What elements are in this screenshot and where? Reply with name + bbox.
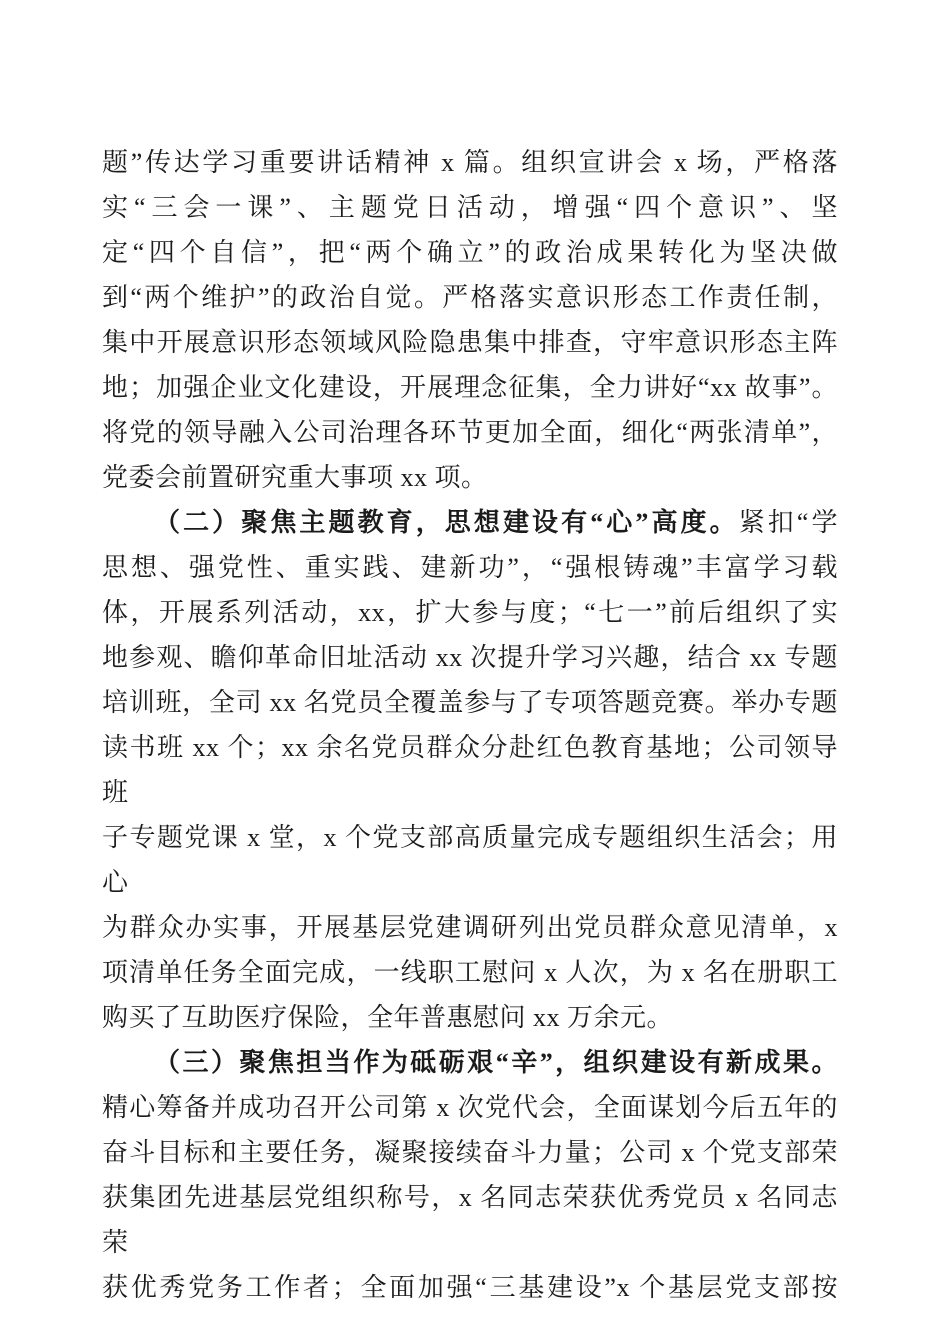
text-line <box>102 680 838 725</box>
body-text: 子专题党课 x 堂，x 个党支部高质量完成专题组织生活会；用心 <box>102 823 838 897</box>
text-line <box>102 500 838 545</box>
text-line <box>102 455 838 500</box>
text-line <box>102 725 838 815</box>
text-line <box>102 1085 838 1130</box>
body-text: 集中开展意识形态领域风险隐患集中排查，守牢意识形态主阵 <box>102 328 838 357</box>
body-text: 定“四个自信”，把“两个确立”的政治成果转化为坚决做 <box>102 238 838 267</box>
text-line <box>102 1130 838 1175</box>
section-heading-text: （二）聚焦主题教育，思想建设有“心”高度。 <box>154 508 739 537</box>
text-line <box>102 1175 838 1265</box>
body-text: 体，开展系列活动，xx，扩大参与度；“七一”前后组织了实 <box>102 598 838 627</box>
body-text: 紧扣“学 <box>738 508 838 537</box>
body-text: 奋斗目标和主要任务，凝聚接续奋斗力量；公司 x 个党支部荣 <box>102 1138 838 1167</box>
text-line <box>102 635 838 680</box>
section-heading-text: （三）聚焦担当作为砥砺艰“辛”，组织建设有新成果。 <box>154 1048 838 1077</box>
text-line <box>102 950 838 995</box>
text-line <box>102 185 838 230</box>
body-text: 地；加强企业文化建设，开展理念征集，全力讲好“xx 故事”。 <box>102 373 838 402</box>
text-line <box>102 275 838 320</box>
text-line <box>102 320 838 365</box>
text-line <box>102 995 838 1040</box>
text-line <box>102 545 838 590</box>
text-line <box>102 410 838 455</box>
body-text: 获优秀党务工作者；全面加强“三基建设”x 个基层党支部按 <box>102 1273 838 1302</box>
body-text: 地参观、瞻仰革命旧址活动 xx 次提升学习兴趣，结合 xx 专题 <box>102 643 838 672</box>
text-line <box>102 590 838 635</box>
body-text: 到“两个维护”的政治自觉。严格落实意识形态工作责任制， <box>102 283 838 312</box>
body-text: 题”传达学习重要讲话精神 x 篇。组织宣讲会 x 场，严格落 <box>102 148 838 177</box>
body-text: 获集团先进基层党组织称号，x 名同志荣获优秀党员 x 名同志荣 <box>102 1183 838 1257</box>
body-text: 实“三会一课”、主题党日活动，增强“四个意识”、坚 <box>102 193 838 222</box>
body-text: 项清单任务全面完成，一线职工慰问 x 人次，为 x 名在册职工 <box>102 958 838 987</box>
body-text: 读书班 xx 个；xx 余名党员群众分赴红色教育基地；公司领导班 <box>102 733 838 807</box>
body-text: 精心筹备并成功召开公司第 x 次党代会，全面谋划今后五年的 <box>102 1093 838 1122</box>
body-text: 为群众办实事，开展基层党建调研列出党员群众意见清单，x <box>102 913 838 942</box>
text-line <box>102 1040 838 1085</box>
text-line <box>102 905 838 950</box>
text-line <box>102 230 838 275</box>
body-text: 将党的领导融入公司治理各环节更加全面，细化“两张清单”， <box>102 418 838 447</box>
text-line <box>102 815 838 905</box>
body-text: 思想、强党性、重实践、建新功”，“强根铸魂”丰富学习载 <box>102 553 838 582</box>
body-text: 购买了互助医疗保险，全年普惠慰问 xx 万余元。 <box>102 1003 674 1032</box>
body-text: 党委会前置研究重大事项 xx 项。 <box>102 463 488 492</box>
text-line <box>102 1265 838 1310</box>
body-text: 培训班，全司 xx 名党员全覆盖参与了专项答题竞赛。举办专题 <box>102 688 838 717</box>
text-line <box>102 140 838 185</box>
text-line <box>102 365 838 410</box>
